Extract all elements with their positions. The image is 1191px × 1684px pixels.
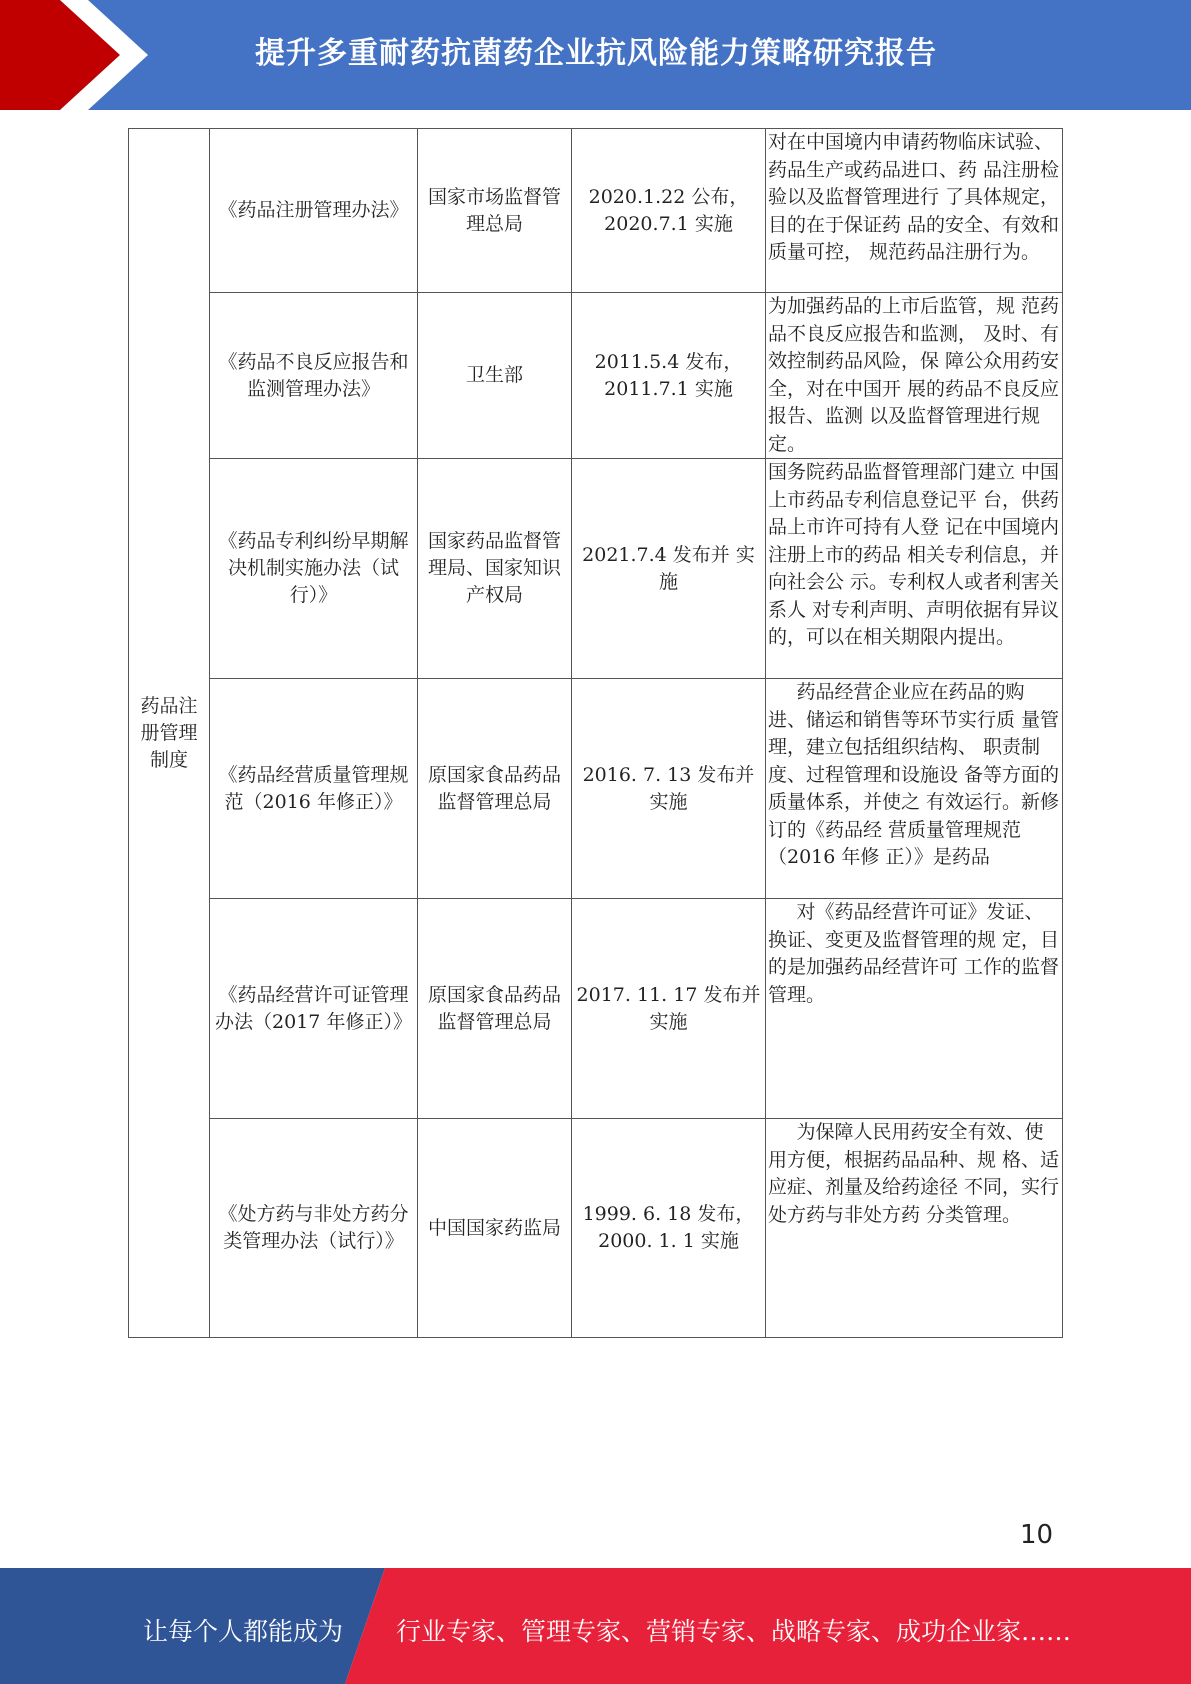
- policy-description: 对《药品经营许可证》发证、换证、变更及监督管理的规 定，目的是加强药品经营许可 工作的监督管理。: [766, 899, 1063, 1119]
- policy-issuer: 原国家食品药品监督管理总局: [418, 899, 572, 1119]
- policy-description: 为保障人民用药安全有效、使用方便，根据药品品种、规 格、适应症、剂量及给药途径 不同，实行处方药与非处方药 分类管理。: [766, 1119, 1063, 1338]
- page-footer: [0, 1568, 1191, 1684]
- policy-description: 为加强药品的上市后监管，规 范药品不良反应报告和监测， 及时、有效控制药品风险，保 障公众用药安全，对在中国开 展的药品不良反应报告、监测 以及监督管理进行规定。: [766, 293, 1063, 459]
- policy-date: 2017. 11. 17 发布并实施: [572, 899, 766, 1119]
- policy-name: 《药品注册管理办法》: [210, 129, 418, 293]
- policy-description: 对在中国境内申请药物临床试验、药品生产或药品进口、药 品注册检验以及监督管理进行 了具体规定，目的在于保证药 品的安全、有效和质量可控， 规范药品注册行为。: [766, 129, 1063, 293]
- policy-date: 1999. 6. 18 发布，2000. 1. 1 实施: [572, 1119, 766, 1338]
- table-row: [129, 129, 1063, 293]
- policy-issuer: 中国国家药监局: [418, 1119, 572, 1338]
- policy-name: 《处方药与非处方药分类管理办法（试行）》: [210, 1119, 418, 1338]
- policy-date: 2016. 7. 13 发布并实施: [572, 679, 766, 899]
- policy-date: 2011.5.4 发布，2011.7.1 实施: [572, 293, 766, 459]
- policy-name: 《药品专利纠纷早期解决机制实施办法（试行）》: [210, 459, 418, 679]
- footer-slogan-left: 让每个人都能成为: [143, 1617, 344, 1646]
- policy-description: 药品经营企业应在药品的购进、储运和销售等环节实行质 量管理，建立包括组织结构、 职责制度、过程管理和设施设 备等方面的质量体系，并使之 有效运行。新修订的《药品经 营质量管理规范（2016 年修 正）》是药品: [766, 679, 1063, 899]
- table-row: [129, 459, 1063, 679]
- report-title: 提升多重耐药抗菌药企业抗风险能力策略研究报告: [255, 36, 937, 71]
- page-number: 10: [1020, 1520, 1054, 1550]
- table-row: [129, 293, 1063, 459]
- policy-issuer: 卫生部: [418, 293, 572, 459]
- table-row: [129, 1119, 1063, 1338]
- policy-table: [128, 128, 1063, 1338]
- category-cell: 药品注册管理制度: [129, 129, 210, 1338]
- policy-date: 2020.1.22 公布，2020.7.1 实施: [572, 129, 766, 293]
- page-header: [0, 0, 1191, 110]
- policy-name: 《药品经营许可证管理办法（2017 年修正）》: [210, 899, 418, 1119]
- table-row: [129, 679, 1063, 899]
- policy-name: 《药品经营质量管理规范（2016 年修正）》: [210, 679, 418, 899]
- policy-name: 《药品不良反应报告和监测管理办法》: [210, 293, 418, 459]
- footer-slogan-right: 行业专家、管理专家、营销专家、战略专家、成功企业家……: [396, 1617, 1072, 1646]
- policy-description: 国务院药品监督管理部门建立 中国上市药品专利信息登记平 台，供药品上市许可持有人登 记在中国境内注册上市的药品 相关专利信息，并向社会公 示。专利权人或者利害关系人 对专利声明、声明依据有异议 的，可以在相关期限内提出。: [766, 459, 1063, 679]
- policy-issuer: 原国家食品药品监督管理总局: [418, 679, 572, 899]
- table-row: [129, 899, 1063, 1119]
- policy-issuer: 国家市场监督管理总局: [418, 129, 572, 293]
- policy-issuer: 国家药品监督管理局、国家知识产权局: [418, 459, 572, 679]
- policy-date: 2021.7.4 发布并 实施: [572, 459, 766, 679]
